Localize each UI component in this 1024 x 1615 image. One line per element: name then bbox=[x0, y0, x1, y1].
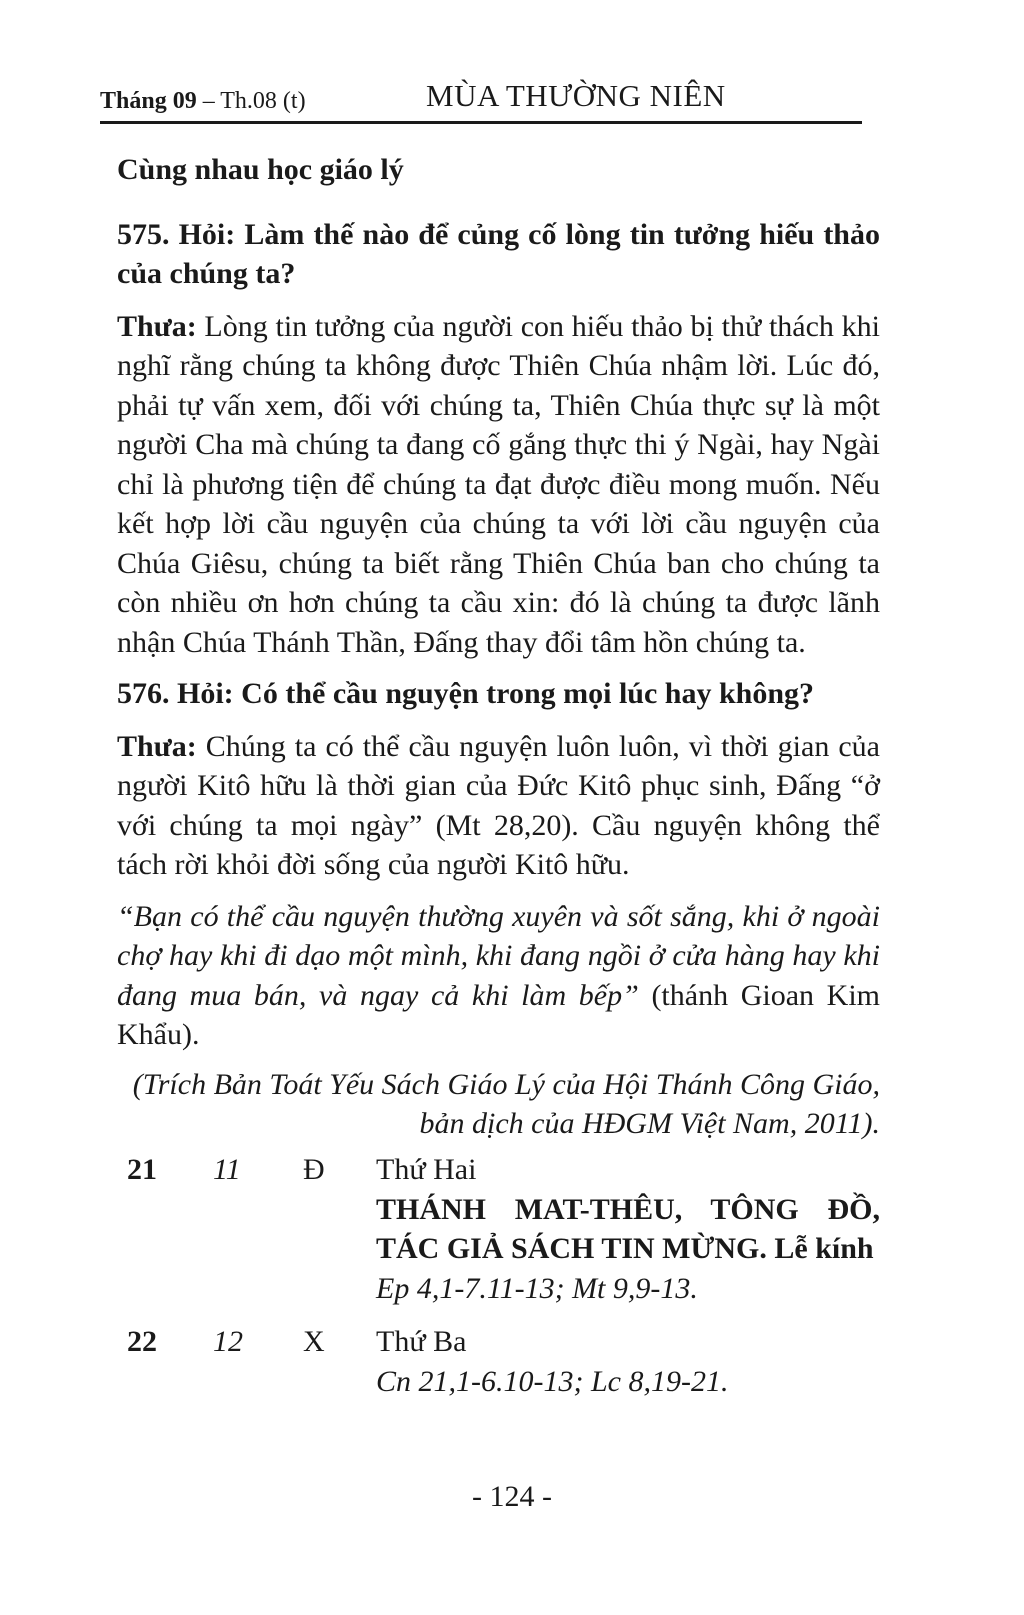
calendar-readings: Cn 21,1-6.10-13; Lc 8,19-21. bbox=[376, 1364, 729, 1398]
question-575: 575. Hỏi: Làm thế nào để củng cố lòng tin tưởng hiếu thảo của chúng ta? bbox=[117, 217, 880, 290]
header-week: – Th.08 (t) bbox=[196, 88, 306, 114]
liturgical-color: X bbox=[303, 1325, 325, 1358]
calendar-lunar-day: 11 bbox=[213, 1153, 241, 1186]
calendar-day: 22 bbox=[127, 1325, 157, 1358]
page-number: - 124 - bbox=[472, 1480, 552, 1513]
calendar-day: 21 bbox=[127, 1153, 157, 1186]
question-576: 576. Hỏi: Có thể cầu nguyện trong mọi lúc hay không? bbox=[117, 677, 815, 710]
citation-line-2: bản dịch của HĐGM Việt Nam, 2011). bbox=[419, 1107, 880, 1140]
header-rule bbox=[100, 121, 862, 124]
answer-text: Lòng tin tưởng của người con hiếu thảo bị thử thách khi nghĩ rằng chúng ta không được Thiên Chúa nhậm lời. Lúc đó, phải tự vấn xem, đối với chúng ta, Thiên Chúa thực sự là một người Cha mà chúng ta đang cố gắng thực thi ý Ngài, hay Ngài chỉ là phương tiện để chúng ta đạt được điều mong muốn. Nếu kết hợp lời cầu nguyện của chúng ta với lời cầu nguyện của Chúa Giêsu, chúng ta biết rằng Thiên Chúa ban cho chúng ta còn nhiều ơn hơn chúng ta cầu xin: đó là chúng ta được lãnh nhận Chúa Thánh Thần, Đấng thay đổi tâm hồn chúng ta. bbox=[117, 309, 880, 659]
calendar-lunar-day: 12 bbox=[213, 1325, 243, 1358]
answer-576 bbox=[117, 727, 880, 885]
calendar-weekday: Thứ Hai bbox=[376, 1153, 477, 1186]
calendar-body bbox=[376, 1150, 880, 1308]
answer-text: Chúng ta có thể cầu nguyện luôn luôn, vì thời gian của người Kitô hữu là thời gian của Đức Kitô phục sinh, Đấng “ở với chúng ta mọi ngày” (Mt 28,20). Cầu nguyện không thể tách rời khỏi đời sống của người Kitô hữu. bbox=[117, 729, 880, 881]
catechism-section bbox=[117, 150, 880, 1144]
quote-text: “Bạn có thể cầu nguyện thường xuyên và sốt sắng, khi ở ngoài chợ hay khi đi dạo một mình, khi đang ngồi ở cửa hàng hay khi đang mua bán, và ngay cả khi làm bếp” bbox=[117, 899, 880, 1012]
answer-label: Thưa: bbox=[117, 729, 197, 763]
answer-label: Thưa: bbox=[117, 309, 197, 343]
header-title: MÙA THƯỜNG NIÊN bbox=[426, 78, 726, 113]
calendar-readings: Ep 4,1-7.11-13; Mt 9,9-13. bbox=[376, 1271, 698, 1305]
liturgical-color: Đ bbox=[303, 1153, 325, 1186]
header-month: Tháng 09 bbox=[100, 88, 197, 114]
quote-source: (thánh Gioan Kim Khẩu). bbox=[117, 978, 880, 1051]
calendar-feast: THÁNH MAT-THÊU, TÔNG ĐỒ, TÁC GIẢ SÁCH TIN MỪNG. Lễ kính bbox=[376, 1192, 880, 1265]
header-month-week bbox=[100, 88, 306, 115]
calendar-weekday: Thứ Ba bbox=[376, 1325, 467, 1358]
citation-line-1: (Trích Bản Toát Yếu Sách Giáo Lý của Hội Thánh Công Giáo, bbox=[132, 1067, 880, 1101]
answer-575 bbox=[117, 307, 880, 663]
section-title: Cùng nhau học giáo lý bbox=[117, 153, 404, 186]
calendar-body bbox=[376, 1322, 880, 1401]
citation bbox=[117, 1065, 880, 1144]
saint-quote bbox=[117, 897, 880, 1055]
page-header bbox=[100, 74, 862, 122]
